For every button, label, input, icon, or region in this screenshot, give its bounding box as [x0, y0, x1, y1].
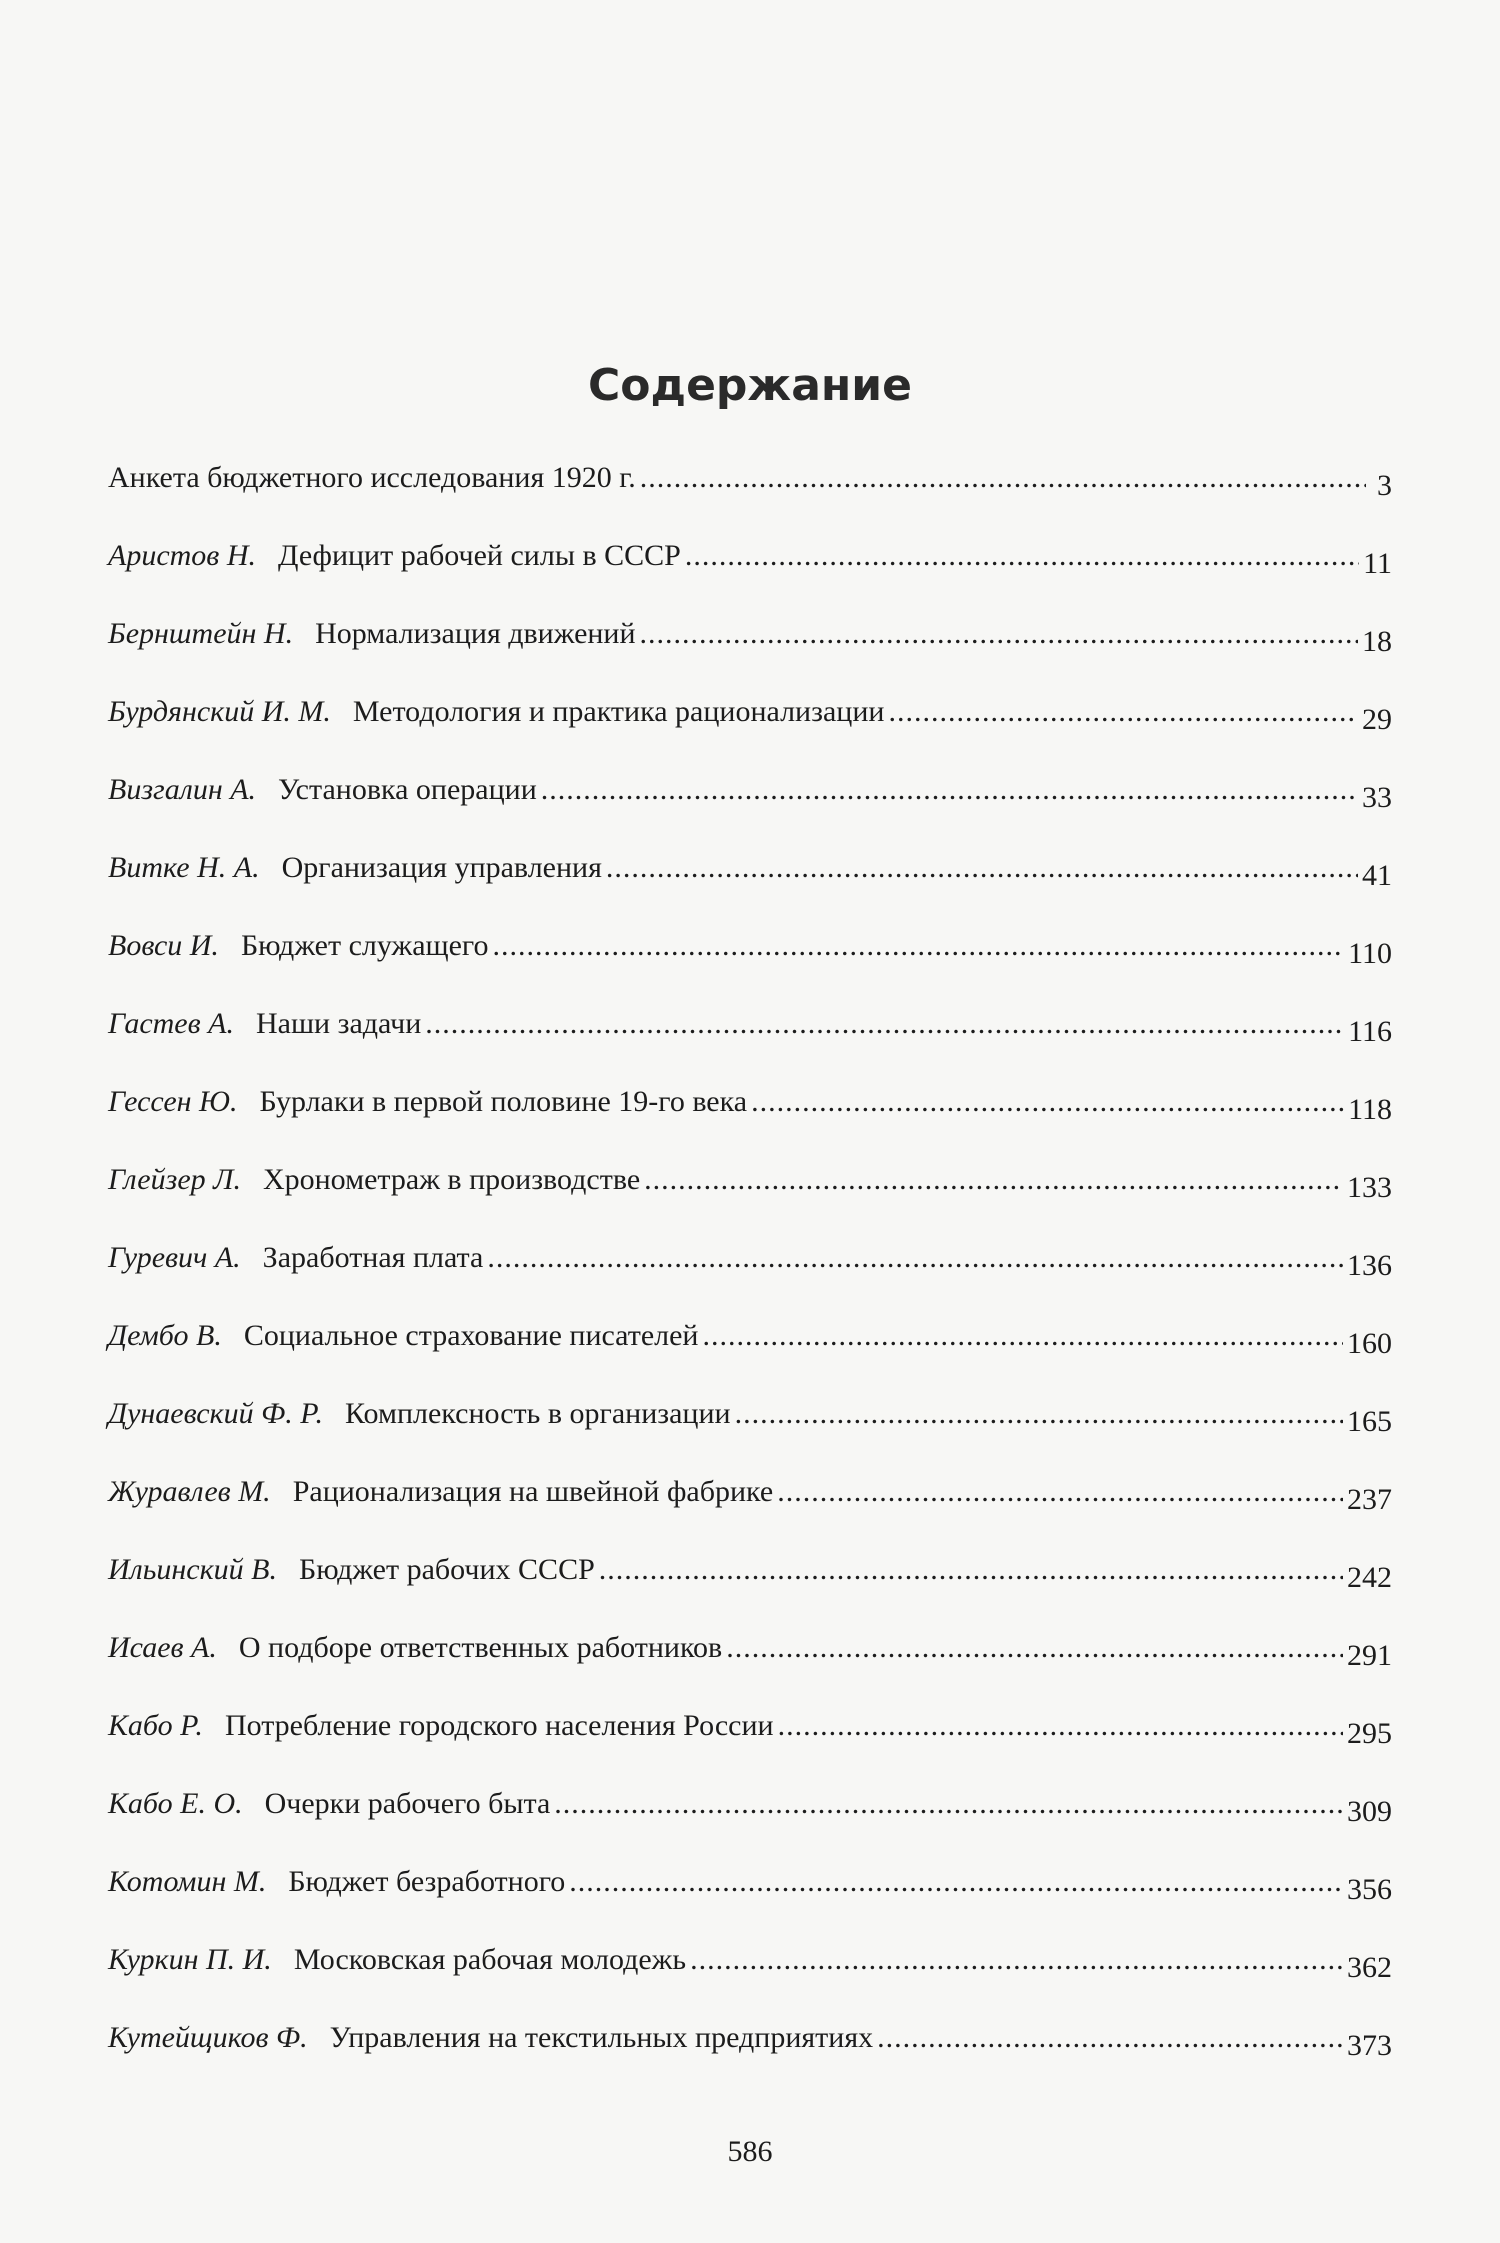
toc-entry-page: 160	[1347, 1327, 1392, 1360]
dot-leader	[569, 1862, 1343, 1902]
toc-entry-page: 242	[1347, 1561, 1392, 1594]
toc-entry-title: Социальное страхование писателей	[243, 1319, 699, 1352]
toc-entry-title: Бюджет рабочих СССР	[298, 1553, 595, 1586]
dot-leader	[644, 1160, 1343, 1200]
dot-leader	[726, 1628, 1343, 1668]
dot-leader	[685, 536, 1359, 576]
dot-leader	[703, 1316, 1344, 1356]
dot-leader	[735, 1394, 1343, 1434]
dot-leader	[888, 692, 1358, 732]
toc-entry-author: Аристов Н.	[108, 539, 256, 572]
toc-entry-author: Ильинский В.	[108, 1553, 277, 1586]
toc-entry-author: Исаев А.	[108, 1631, 217, 1664]
toc-entry-title: Установка операции	[278, 773, 537, 806]
toc-entry-title: О подборе ответственных работников	[238, 1631, 723, 1664]
toc-entry	[108, 2018, 1392, 2096]
toc-entry-title: Методология и практика рационализации	[352, 695, 885, 728]
toc-entry-page: 29	[1362, 703, 1392, 736]
page-number: 586	[727, 2135, 773, 2168]
toc-entry	[108, 848, 1392, 926]
toc-entry-page: 110	[1348, 937, 1392, 970]
toc-entry-author: Дунаевский Ф. Р.	[108, 1397, 324, 1430]
toc-entry-title: Организация управления	[281, 851, 602, 884]
table-of-contents	[108, 458, 1392, 2096]
toc-entry	[108, 1862, 1392, 1940]
toc-entry	[108, 1940, 1392, 2018]
toc-entry-page: 295	[1347, 1717, 1392, 1750]
toc-entry-page: 18	[1362, 625, 1392, 658]
toc-entry-page: 11	[1363, 547, 1392, 580]
toc-entry-author: Кабо Р.	[108, 1709, 203, 1742]
toc-entry-title: Бюджет служащего	[240, 929, 489, 962]
toc-entry-title: Анкета бюджетного исследования 1920 г.	[108, 461, 636, 494]
toc-entry-title: Наши задачи	[255, 1007, 422, 1040]
toc-entry	[108, 536, 1392, 614]
toc-entry-author: Визгалин А.	[108, 773, 257, 806]
toc-entry	[108, 770, 1392, 848]
toc-entry	[108, 1004, 1392, 1082]
toc-entry-author: Кабо Е. О.	[108, 1787, 243, 1820]
toc-entry-title: Дефицит рабочей силы в СССР	[278, 539, 681, 572]
toc-entry-author: Дембо В.	[108, 1319, 222, 1352]
dot-leader	[877, 2018, 1343, 2058]
dot-leader	[640, 458, 1366, 498]
toc-entry-page: 41	[1362, 859, 1392, 892]
toc-entry-title: Потребление городского населения России	[224, 1709, 774, 1742]
toc-entry-author: Витке Н. А.	[108, 851, 260, 884]
toc-entry	[108, 1784, 1392, 1862]
toc-entry-title: Бурлаки в первой половине 19-го века	[259, 1085, 748, 1118]
toc-entry-title: Хронометраж в производстве	[262, 1163, 641, 1196]
toc-entry-page: 237	[1347, 1483, 1392, 1516]
toc-entry-author: Куркин П. И.	[108, 1943, 272, 1976]
toc-entry	[108, 1160, 1392, 1238]
toc-entry-title: Бюджет безработного	[288, 1865, 566, 1898]
dot-leader	[541, 770, 1358, 810]
toc-entry-author: Кутейщиков Ф.	[108, 2021, 308, 2054]
dot-leader	[751, 1082, 1344, 1122]
toc-entry	[108, 1706, 1392, 1784]
toc-entry	[108, 1472, 1392, 1550]
dot-leader	[492, 926, 1344, 966]
toc-entry-author: Котомин М.	[108, 1865, 267, 1898]
toc-entry-author: Журавлев М.	[108, 1475, 271, 1508]
toc-entry	[108, 1082, 1392, 1160]
toc-entry	[108, 458, 1392, 536]
toc-entry-page: 136	[1347, 1249, 1392, 1282]
dot-leader	[425, 1004, 1344, 1044]
toc-entry-page: 165	[1347, 1405, 1392, 1438]
toc-entry-author: Гастев А.	[108, 1007, 234, 1040]
toc-entry-page: 116	[1348, 1015, 1392, 1048]
dot-leader	[690, 1940, 1343, 1980]
toc-entry-page: 362	[1347, 1951, 1392, 1984]
toc-entry-page: 356	[1347, 1873, 1392, 1906]
toc-entry-title: Управления на текстильных предприятиях	[329, 2021, 874, 2054]
dot-leader	[778, 1706, 1343, 1746]
toc-entry-page: 33	[1362, 781, 1392, 814]
toc-entry	[108, 1394, 1392, 1472]
page-title: Содержание	[588, 360, 912, 411]
toc-entry-title: Очерки рабочего быта	[264, 1787, 551, 1820]
toc-entry-page: 118	[1348, 1093, 1392, 1126]
toc-entry-title: Рационализация на швейной фабрике	[292, 1475, 774, 1508]
dot-leader	[554, 1784, 1343, 1824]
toc-entry-author: Бурдянский И. М.	[108, 695, 331, 728]
toc-entry-page: 373	[1347, 2029, 1392, 2062]
toc-entry-page: 291	[1347, 1639, 1392, 1672]
toc-entry-author: Гуревич А.	[108, 1241, 241, 1274]
toc-entry-page: 133	[1347, 1171, 1392, 1204]
toc-entry	[108, 1550, 1392, 1628]
toc-entry-title: Нормализация движений	[315, 617, 636, 650]
dot-leader	[640, 614, 1358, 654]
dot-leader	[777, 1472, 1343, 1512]
toc-entry-author: Глейзер Л.	[108, 1163, 241, 1196]
toc-entry-page: 309	[1347, 1795, 1392, 1828]
dot-leader	[487, 1238, 1343, 1278]
toc-entry	[108, 1316, 1392, 1394]
toc-entry-title: Комплексность в организации	[345, 1397, 731, 1430]
toc-entry-author: Бернштейн Н.	[108, 617, 294, 650]
toc-entry	[108, 1238, 1392, 1316]
toc-entry-author: Вовси И.	[108, 929, 219, 962]
toc-entry-title: Заработная плата	[262, 1241, 484, 1274]
toc-entry	[108, 926, 1392, 1004]
toc-entry-title: Московская рабочая молодежь	[293, 1943, 687, 1976]
dot-leader	[606, 848, 1358, 888]
toc-entry-page: 3	[1377, 469, 1392, 502]
toc-entry-author: Гессен Ю.	[108, 1085, 238, 1118]
toc-entry	[108, 614, 1392, 692]
toc-entry	[108, 1628, 1392, 1706]
dot-leader	[599, 1550, 1343, 1590]
toc-entry	[108, 692, 1392, 770]
